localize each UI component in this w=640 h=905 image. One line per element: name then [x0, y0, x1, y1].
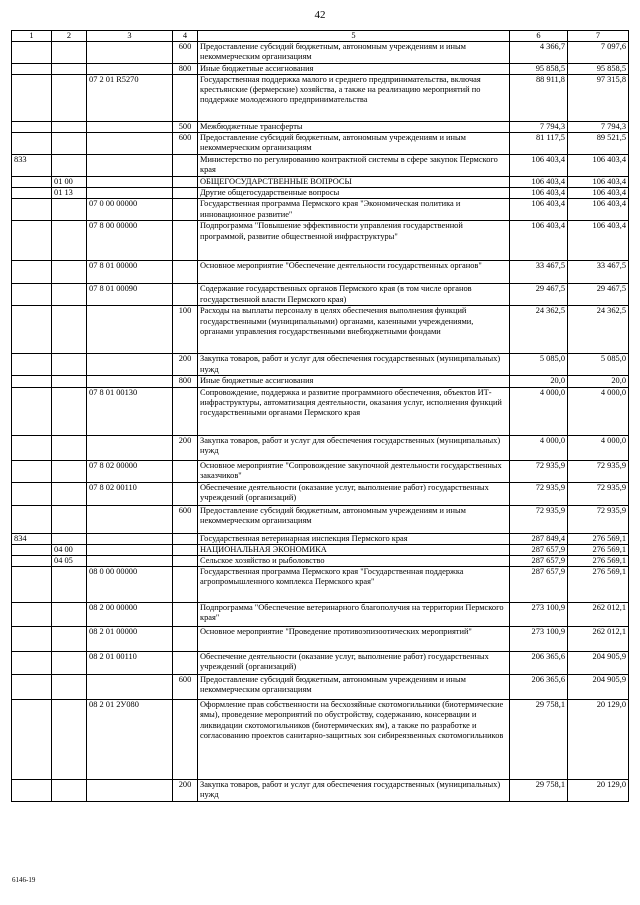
cell-expense-type — [173, 155, 198, 177]
table-row — [12, 603, 629, 627]
cell-description: НАЦИОНАЛЬНАЯ ЭКОНОМИКА — [198, 544, 510, 555]
cell-admin-code — [12, 675, 52, 700]
cell-admin-code — [12, 544, 52, 555]
cell-target-code — [87, 675, 173, 700]
cell-section-code — [52, 460, 87, 482]
cell-expense-type — [173, 460, 198, 482]
cell-admin-code: 833 — [12, 155, 52, 177]
cell-description: Государственная ветеринарная инспекция Пермского края — [198, 533, 510, 544]
cell-amount-2: 106 403,4 — [568, 177, 629, 188]
cell-amount-2: 20,0 — [568, 376, 629, 387]
table-row — [12, 460, 629, 482]
cell-admin-code — [12, 284, 52, 306]
cell-amount-2: 7 794,3 — [568, 121, 629, 132]
table-row — [12, 675, 629, 700]
cell-description: Предоставление субсидий бюджетным, автономным учреждениям и иным некоммерческим организациям — [198, 505, 510, 533]
cell-target-code — [87, 780, 173, 802]
cell-section-code — [52, 482, 87, 505]
cell-description: Предоставление субсидий бюджетным, автономным учреждениям и иным некоммерческим организациям — [198, 42, 510, 63]
cell-admin-code — [12, 261, 52, 284]
table-row — [12, 533, 629, 544]
table-row — [12, 482, 629, 505]
cell-amount-2: 106 403,4 — [568, 188, 629, 199]
table-row — [12, 652, 629, 675]
cell-section-code: 01 13 — [52, 188, 87, 199]
cell-admin-code — [12, 74, 52, 121]
cell-expense-type — [173, 199, 198, 221]
cell-amount-1: 106 403,4 — [510, 177, 568, 188]
table-row — [12, 567, 629, 603]
cell-amount-2: 204 905,9 — [568, 675, 629, 700]
cell-admin-code — [12, 387, 52, 435]
cell-amount-2: 4 000,0 — [568, 435, 629, 460]
table-row — [12, 74, 629, 121]
cell-section-code — [52, 780, 87, 802]
cell-target-code: 07 8 02 00000 — [87, 460, 173, 482]
cell-section-code — [52, 627, 87, 652]
cell-description: Основное мероприятие "Обеспечение деятельности государственных органов" — [198, 261, 510, 284]
cell-expense-type — [173, 261, 198, 284]
table-row — [12, 188, 629, 199]
table-row — [12, 261, 629, 284]
cell-section-code — [52, 199, 87, 221]
cell-admin-code — [12, 306, 52, 354]
cell-amount-1: 81 117,5 — [510, 133, 568, 155]
cell-description: Иные бюджетные ассигнования — [198, 376, 510, 387]
cell-amount-1: 5 085,0 — [510, 354, 568, 376]
table-body — [12, 42, 629, 802]
cell-target-code — [87, 435, 173, 460]
cell-amount-2: 24 362,5 — [568, 306, 629, 354]
cell-amount-2: 7 097,6 — [568, 42, 629, 63]
cell-section-code — [52, 74, 87, 121]
cell-target-code — [87, 556, 173, 567]
cell-description: Межбюджетные трансферты — [198, 121, 510, 132]
cell-description: Предоставление субсидий бюджетным, автономным учреждениям и иным некоммерческим организациям — [198, 675, 510, 700]
table-row — [12, 199, 629, 221]
cell-expense-type: 600 — [173, 133, 198, 155]
cell-section-code — [52, 652, 87, 675]
cell-admin-code — [12, 603, 52, 627]
table-row — [12, 700, 629, 780]
cell-amount-2: 72 935,9 — [568, 460, 629, 482]
cell-admin-code — [12, 627, 52, 652]
cell-amount-2: 20 129,0 — [568, 780, 629, 802]
cell-section-code — [52, 42, 87, 63]
cell-expense-type — [173, 74, 198, 121]
cell-description: Оформление прав собственности на бесхозяйные скотомогильники (биотермические ямы), проведение мероприятий по обустройству, содержанию, консервации и ликвидации скотомогильников (биотермических ям), а также по разработке и согласованию проектов санитарно-защитных зон сибиреязвенных скотомогильников — [198, 700, 510, 780]
cell-section-code — [52, 567, 87, 603]
cell-expense-type — [173, 567, 198, 603]
cell-expense-type: 200 — [173, 780, 198, 802]
cell-amount-1: 106 403,4 — [510, 221, 568, 261]
cell-description: Иные бюджетные ассигнования — [198, 63, 510, 74]
cell-expense-type — [173, 284, 198, 306]
cell-amount-2: 4 000,0 — [568, 387, 629, 435]
cell-amount-1: 24 362,5 — [510, 306, 568, 354]
cell-amount-1: 273 100,9 — [510, 627, 568, 652]
table-row — [12, 177, 629, 188]
cell-expense-type — [173, 177, 198, 188]
cell-amount-2: 106 403,4 — [568, 155, 629, 177]
cell-expense-type: 200 — [173, 435, 198, 460]
budget-table — [11, 30, 629, 802]
cell-amount-2: 20 129,0 — [568, 700, 629, 780]
table-row — [12, 435, 629, 460]
cell-description: Основное мероприятие "Проведение противоэпизоотических мероприятий" — [198, 627, 510, 652]
cell-admin-code — [12, 556, 52, 567]
cell-target-code — [87, 376, 173, 387]
cell-target-code: 07 8 01 00090 — [87, 284, 173, 306]
cell-target-code — [87, 42, 173, 63]
table-row — [12, 306, 629, 354]
cell-expense-type — [173, 652, 198, 675]
cell-expense-type: 600 — [173, 505, 198, 533]
cell-target-code — [87, 188, 173, 199]
cell-section-code: 01 00 — [52, 177, 87, 188]
cell-admin-code — [12, 435, 52, 460]
cell-admin-code — [12, 780, 52, 802]
cell-description: Расходы на выплаты персоналу в целях обеспечения выполнения функций государственными (муниципальными) органами, казенными учреждениями, органами управления государственными внебюджетными фондами — [198, 306, 510, 354]
table-row — [12, 627, 629, 652]
cell-target-code — [87, 177, 173, 188]
cell-amount-2: 262 012,1 — [568, 603, 629, 627]
cell-amount-2: 276 569,1 — [568, 567, 629, 603]
cell-amount-2: 276 569,1 — [568, 533, 629, 544]
cell-expense-type: 500 — [173, 121, 198, 132]
cell-target-code — [87, 544, 173, 555]
cell-amount-1: 7 794,3 — [510, 121, 568, 132]
cell-amount-1: 95 858,5 — [510, 63, 568, 74]
cell-section-code — [52, 354, 87, 376]
table-row — [12, 42, 629, 63]
cell-target-code — [87, 63, 173, 74]
cell-description: Государственная программа Пермского края "Государственная поддержка агропромышленного комплекса Пермского края" — [198, 567, 510, 603]
cell-description: ОБЩЕГОСУДАРСТВЕННЫЕ ВОПРОСЫ — [198, 177, 510, 188]
cell-admin-code — [12, 700, 52, 780]
cell-description: Предоставление субсидий бюджетным, автономным учреждениям и иным некоммерческим организациям — [198, 133, 510, 155]
cell-expense-type — [173, 533, 198, 544]
cell-section-code — [52, 376, 87, 387]
cell-amount-2: 33 467,5 — [568, 261, 629, 284]
cell-amount-1: 287 849,4 — [510, 533, 568, 544]
cell-amount-1: 287 657,9 — [510, 544, 568, 555]
cell-target-code: 08 2 00 00000 — [87, 603, 173, 627]
cell-amount-1: 33 467,5 — [510, 261, 568, 284]
cell-amount-1: 287 657,9 — [510, 556, 568, 567]
table-row — [12, 354, 629, 376]
table-row — [12, 780, 629, 802]
column-header-3: 3 — [87, 31, 173, 42]
column-header-7: 7 — [568, 31, 629, 42]
cell-amount-1: 72 935,9 — [510, 482, 568, 505]
cell-amount-2: 262 012,1 — [568, 627, 629, 652]
cell-amount-2: 276 569,1 — [568, 556, 629, 567]
cell-target-code: 08 2 01 00000 — [87, 627, 173, 652]
cell-expense-type — [173, 221, 198, 261]
cell-description: Закупка товаров, работ и услуг для обеспечения государственных (муниципальных) нужд — [198, 780, 510, 802]
cell-target-code: 08 2 01 2У080 — [87, 700, 173, 780]
cell-admin-code — [12, 133, 52, 155]
cell-expense-type: 200 — [173, 354, 198, 376]
cell-description: Основное мероприятие "Сопровождение закупочной деятельности государственных заказчиков" — [198, 460, 510, 482]
cell-target-code: 07 8 02 00110 — [87, 482, 173, 505]
cell-section-code — [52, 603, 87, 627]
cell-amount-1: 4 000,0 — [510, 435, 568, 460]
cell-amount-2: 72 935,9 — [568, 482, 629, 505]
table-row — [12, 63, 629, 74]
cell-amount-1: 88 911,8 — [510, 74, 568, 121]
cell-admin-code — [12, 460, 52, 482]
cell-section-code — [52, 284, 87, 306]
cell-target-code: 07 8 00 00000 — [87, 221, 173, 261]
table-row — [12, 284, 629, 306]
cell-description: Обеспечение деятельности (оказание услуг, выполнение работ) государственных учреждений (организаций) — [198, 652, 510, 675]
cell-target-code — [87, 354, 173, 376]
cell-section-code — [52, 261, 87, 284]
cell-target-code: 08 2 01 00110 — [87, 652, 173, 675]
table-row — [12, 133, 629, 155]
cell-section-code — [52, 63, 87, 74]
column-header-2: 2 — [52, 31, 87, 42]
cell-section-code — [52, 700, 87, 780]
cell-description: Подпрограмма "Обеспечение ветеринарного благополучия на территории Пермского края" — [198, 603, 510, 627]
cell-amount-1: 29 467,5 — [510, 284, 568, 306]
cell-description: Государственная поддержка малого и среднего предпринимательства, включая крестьянские (фермерские) хозяйства, а также на реализацию мероприятий по поддержке молодежного предпринимательства — [198, 74, 510, 121]
cell-target-code — [87, 155, 173, 177]
cell-description: Подпрограмма "Повышение эффективности управления государственной программой, развитие общественной инфраструктуры" — [198, 221, 510, 261]
cell-section-code — [52, 306, 87, 354]
cell-amount-1: 206 365,6 — [510, 652, 568, 675]
cell-expense-type: 800 — [173, 376, 198, 387]
column-header-4: 4 — [173, 31, 198, 42]
cell-admin-code — [12, 121, 52, 132]
cell-description: Государственная программа Пермского края "Экономическая политика и инновационное развитие" — [198, 199, 510, 221]
table-row — [12, 505, 629, 533]
cell-amount-1: 4 366,7 — [510, 42, 568, 63]
cell-section-code — [52, 505, 87, 533]
cell-section-code — [52, 387, 87, 435]
cell-admin-code — [12, 505, 52, 533]
cell-amount-1: 4 000,0 — [510, 387, 568, 435]
cell-amount-2: 204 905,9 — [568, 652, 629, 675]
table-row — [12, 155, 629, 177]
column-header-6: 6 — [510, 31, 568, 42]
cell-amount-2: 29 467,5 — [568, 284, 629, 306]
table-row — [12, 221, 629, 261]
header-row — [12, 31, 629, 42]
cell-section-code — [52, 221, 87, 261]
cell-section-code — [52, 533, 87, 544]
cell-expense-type: 100 — [173, 306, 198, 354]
cell-amount-1: 206 365,6 — [510, 675, 568, 700]
cell-amount-1: 20,0 — [510, 376, 568, 387]
cell-expense-type: 800 — [173, 63, 198, 74]
cell-section-code: 04 00 — [52, 544, 87, 555]
cell-target-code: 07 0 00 00000 — [87, 199, 173, 221]
cell-amount-2: 5 085,0 — [568, 354, 629, 376]
cell-section-code — [52, 133, 87, 155]
cell-section-code — [52, 155, 87, 177]
cell-amount-2: 106 403,4 — [568, 199, 629, 221]
cell-amount-2: 89 521,5 — [568, 133, 629, 155]
cell-amount-1: 106 403,4 — [510, 155, 568, 177]
cell-target-code — [87, 133, 173, 155]
cell-amount-1: 106 403,4 — [510, 199, 568, 221]
cell-amount-2: 106 403,4 — [568, 221, 629, 261]
cell-expense-type: 600 — [173, 675, 198, 700]
cell-target-code: 07 8 01 00000 — [87, 261, 173, 284]
cell-expense-type — [173, 544, 198, 555]
cell-admin-code — [12, 354, 52, 376]
cell-target-code — [87, 121, 173, 132]
cell-admin-code — [12, 188, 52, 199]
cell-amount-1: 29 758,1 — [510, 700, 568, 780]
table-row — [12, 387, 629, 435]
cell-admin-code — [12, 652, 52, 675]
cell-amount-2: 95 858,5 — [568, 63, 629, 74]
cell-admin-code — [12, 177, 52, 188]
cell-description: Обеспечение деятельности (оказание услуг, выполнение работ) государственных учреждений (организаций) — [198, 482, 510, 505]
cell-description: Закупка товаров, работ и услуг для обеспечения государственных (муниципальных) нужд — [198, 435, 510, 460]
cell-target-code — [87, 533, 173, 544]
cell-amount-1: 273 100,9 — [510, 603, 568, 627]
cell-expense-type — [173, 387, 198, 435]
cell-section-code: 04 05 — [52, 556, 87, 567]
cell-amount-1: 72 935,9 — [510, 460, 568, 482]
cell-section-code — [52, 675, 87, 700]
cell-amount-2: 276 569,1 — [568, 544, 629, 555]
cell-expense-type — [173, 188, 198, 199]
table-row — [12, 376, 629, 387]
cell-target-code — [87, 306, 173, 354]
cell-admin-code — [12, 42, 52, 63]
cell-target-code — [87, 505, 173, 533]
cell-description: Содержание государственных органов Пермского края (в том числе органов государственной власти Пермского края) — [198, 284, 510, 306]
cell-amount-2: 72 935,9 — [568, 505, 629, 533]
cell-target-code: 08 0 00 00000 — [87, 567, 173, 603]
cell-expense-type: 600 — [173, 42, 198, 63]
cell-section-code — [52, 121, 87, 132]
cell-admin-code: 834 — [12, 533, 52, 544]
cell-amount-1: 106 403,4 — [510, 188, 568, 199]
cell-expense-type — [173, 556, 198, 567]
cell-section-code — [52, 435, 87, 460]
cell-description: Закупка товаров, работ и услуг для обеспечения государственных (муниципальных) нужд — [198, 354, 510, 376]
cell-target-code: 07 2 01 R5270 — [87, 74, 173, 121]
document-code: 6146-19 — [12, 876, 36, 884]
column-header-5: 5 — [198, 31, 510, 42]
cell-description: Сопровождение, поддержка и развитие программного обеспечения, объектов ИТ-инфраструктуры, автоматизация деятельности, оказания услуг, исполнения функций государственными органами Пермского края — [198, 387, 510, 435]
cell-description: Другие общегосударственные вопросы — [198, 188, 510, 199]
cell-expense-type — [173, 627, 198, 652]
column-header-1: 1 — [12, 31, 52, 42]
page-number: 42 — [314, 9, 326, 21]
cell-admin-code — [12, 221, 52, 261]
cell-description: Сельское хозяйство и рыболовство — [198, 556, 510, 567]
cell-description: Министерство по регулированию контрактной системы в сфере закупок Пермского края — [198, 155, 510, 177]
cell-expense-type — [173, 603, 198, 627]
cell-amount-2: 97 315,8 — [568, 74, 629, 121]
cell-expense-type — [173, 700, 198, 780]
cell-target-code: 07 8 01 00130 — [87, 387, 173, 435]
cell-admin-code — [12, 376, 52, 387]
cell-admin-code — [12, 199, 52, 221]
cell-amount-1: 29 758,1 — [510, 780, 568, 802]
cell-expense-type — [173, 482, 198, 505]
cell-admin-code — [12, 482, 52, 505]
cell-admin-code — [12, 567, 52, 603]
table-row — [12, 544, 629, 555]
table-row — [12, 121, 629, 132]
cell-amount-1: 287 657,9 — [510, 567, 568, 603]
cell-amount-1: 72 935,9 — [510, 505, 568, 533]
table-row — [12, 556, 629, 567]
cell-admin-code — [12, 63, 52, 74]
